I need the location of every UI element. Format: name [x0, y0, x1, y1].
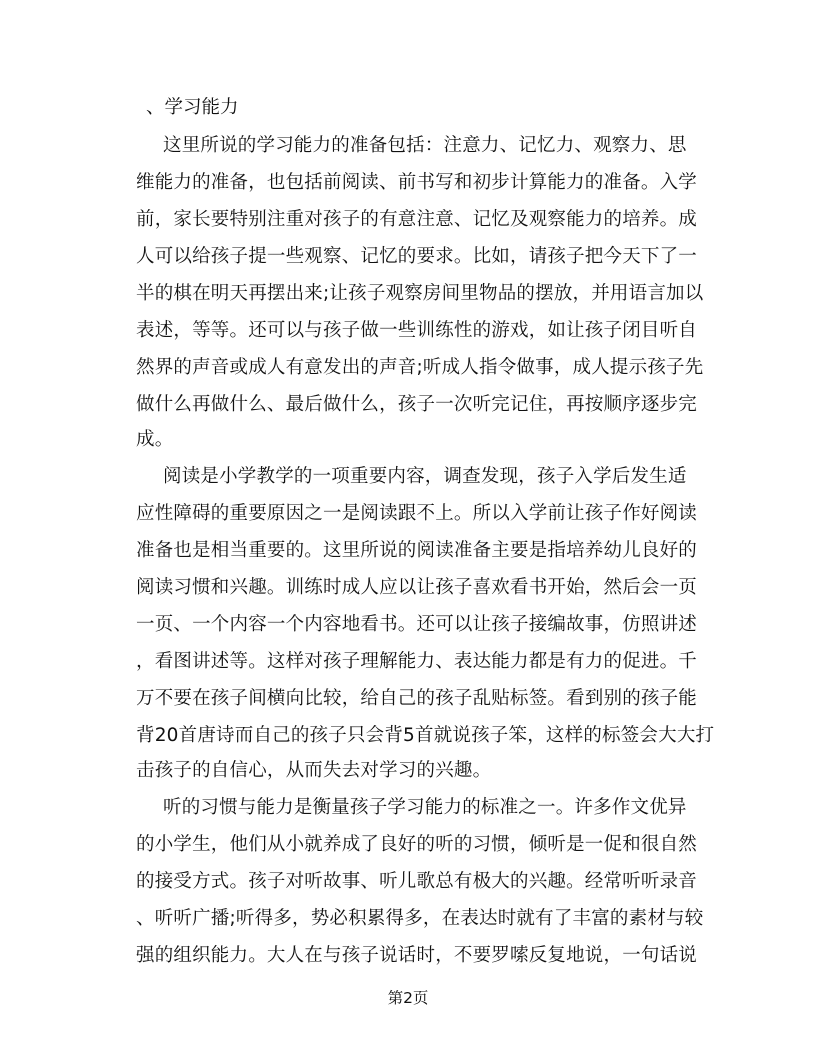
paragraph-2-line-3: 准备也是相当重要的。这里所说的阅读准备主要是指培养幼儿良好的 [136, 540, 698, 561]
paragraph-3-line-3: 的接受方式。孩子对听故事、听儿歌总有极大的兴趣。经常听听录音 [136, 871, 698, 892]
paragraph-2-line-8: 背20首唐诗而自己的孩子只会背5首就说孩子笨，这样的标签会大大打 [136, 725, 715, 746]
paragraph-1-line-8: 做什么再做什么、最后做什么，孩子一次听完记住，再按顺序逐步完 [136, 394, 698, 415]
paragraph-3-line-5: 强的组织能力。大人在与孩子说话时，不要罗嗦反复地说，一句话说 [136, 945, 698, 966]
page-number: 第2页 [387, 989, 429, 1007]
paragraph-2-line-4: 阅读习惯和兴趣。训练时成人应以让孩子喜欢看书开始，然后会一页 [136, 577, 698, 598]
paragraph-1-line-9: 成。 [136, 429, 174, 450]
paragraph-1-line-7: 然界的声音或成人有意发出的声音;听成人指令做事，成人提示孩子先 [136, 357, 704, 378]
paragraph-1-line-3: 前，家长要特别注重对孩子的有意注意、记忆及观察能力的培养。成 [136, 209, 698, 230]
paragraph-1-line-4: 人可以给孩子提一些观察、记忆的要求。比如，请孩子把今天下了一 [136, 246, 698, 267]
paragraph-3-line-1: 听的习惯与能力是衡量孩子学习能力的标准之一。许多作文优异 [163, 797, 687, 818]
paragraph-3-line-2: 的小学生，他们从小就养成了良好的听的习惯，倾听是一促和很自然 [136, 834, 698, 855]
paragraph-2-line-6: ，看图讲述等。这样对孩子理解能力、表达能力都是有力的促进。千 [136, 651, 698, 672]
paragraph-1-line-2: 维能力的准备，也包括前阅读、前书写和初步计算能力的准备。入学 [136, 172, 698, 193]
paragraph-2-line-2: 应性障碍的重要原因之一是阅读跟不上。所以入学前让孩子作好阅读 [136, 503, 698, 524]
paragraph-1-line-1: 这里所说的学习能力的准备包括：注意力、记忆力、观察力、思 [163, 135, 687, 156]
paragraph-1-line-6: 表述，等等。还可以与孩子做一些训练性的游戏，如让孩子闭目听自 [136, 320, 698, 341]
paragraph-2-line-5: 一页、一个内容一个内容地看书。还可以让孩子接编故事，仿照讲述 [136, 614, 698, 635]
paragraph-2-line-7: 万不要在孩子间横向比较，给自己的孩子乱贴标签。看到别的孩子能 [136, 688, 698, 709]
paragraph-3-line-4: 、听听广播;听得多，势必积累得多，在表达时就有了丰富的素材与较 [136, 908, 704, 929]
section-heading: 、学习能力 [146, 97, 239, 118]
paragraph-1-line-5: 半的棋在明天再摆出来;让孩子观察房间里物品的摆放，并用语言加以 [136, 283, 704, 304]
paragraph-2-line-9: 击孩子的自信心，从而失去对学习的兴趣。 [136, 760, 492, 781]
paragraph-2-line-1: 阅读是小学教学的一项重要内容，调查发现，孩子入学后发生适 [163, 466, 687, 487]
